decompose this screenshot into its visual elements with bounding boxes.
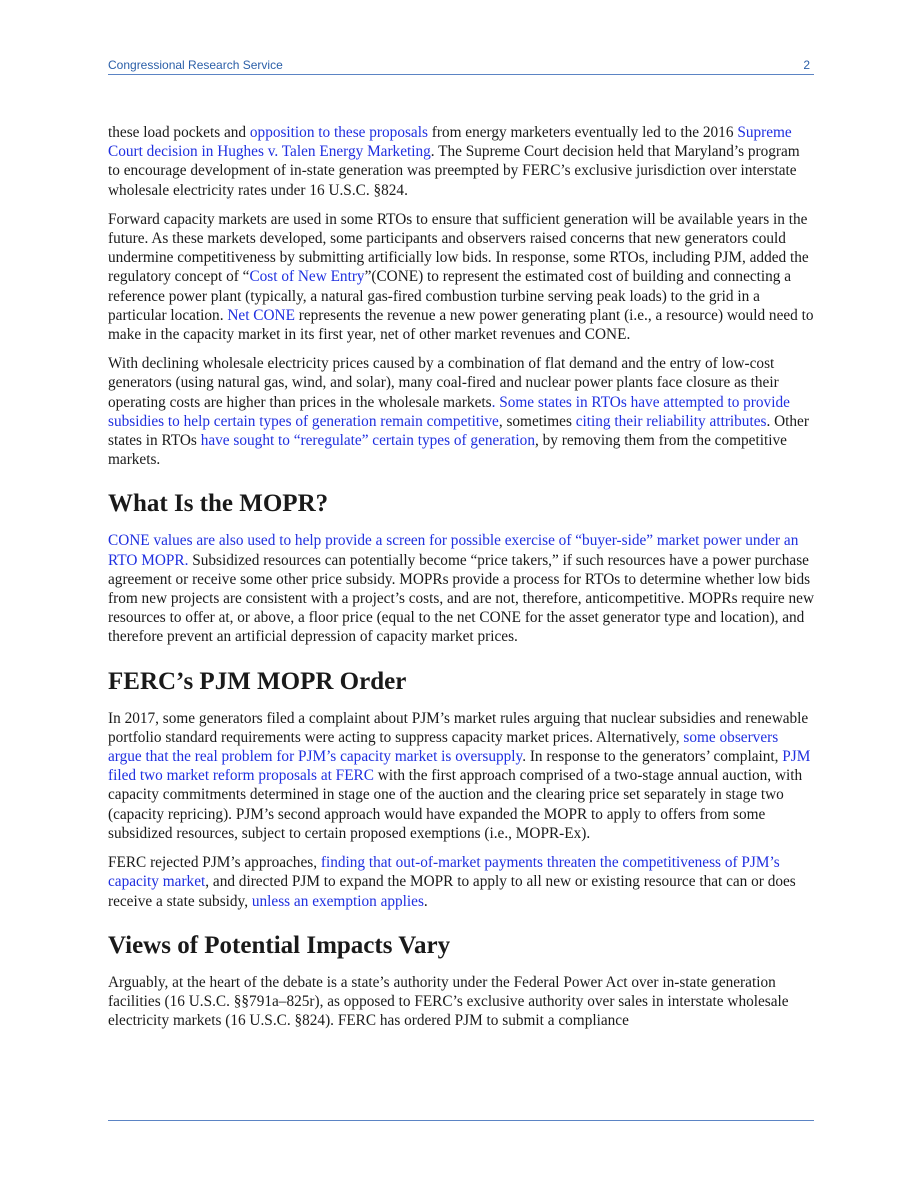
document-body — [108, 123, 814, 1040]
text-run: With declining wholesale electricity prices caused by a combination of flat demand and the entry of low-cost generators (using natural gas, wind, and solar), many coal-fired and nuclear power plants face closure as their operating costs are higher than prices in the wholesale markets — [108, 355, 779, 411]
text-run: with the first approach comprised of a two-stage annual auction, with capacity commitments determined in stage one of the auction and the clearing price set separately in stage two (capacity repricing). PJM’s second approach would have expanded the MOPR to apply to offers from some subsidized resources, subject to certain proposed exemptions (i.e., MOPR-Ex). — [108, 767, 803, 842]
section-heading-order: FERC’s PJM MOPR Order — [108, 667, 407, 695]
running-header — [108, 58, 814, 74]
paragraph — [108, 531, 814, 646]
text-run: Forward capacity markets are used in some RTOs to ensure that sufficient generation will be available years in the future. As these markets developed, some participants and observers raised concerns that new generators could undermine competitiveness by submitting artificially low bids. In response, some RTOs, including PJM, added the regulatory concept of “ — [108, 210, 809, 286]
text-run: . Other states in RTOs — [108, 412, 809, 450]
text-run: . In response to the generators’ complaint, — [522, 748, 783, 766]
text-run: Arguably, at the heart of the debate is a state’s authority under the Federal Power Act over in-state generation facilities (16 U.S.C. §§791a–825r), as opposed to FERC’s exclusive authority over sales in interstate wholesale electricity markets (16 U.S.C. §824). FERC has ordered PJM to submit a compliance — [108, 973, 789, 1030]
hyperlink[interactable]: CONE values are also used to help provide a screen for possible exercise of “buyer-side” market power under an RTO MOPR. — [108, 532, 799, 569]
text-run: . The Supreme Court decision held that Maryland’s program to encourage development of in-state generation was preempted by FERC’s exclusive jurisdiction over interstate wholesale electricity rates under 16 U.S.C. §824. — [108, 143, 800, 199]
header-organization: Congressional Research Service — [108, 58, 283, 72]
hyperlink[interactable]: PJM filed two market reform proposals at FERC — [108, 748, 811, 785]
section-heading-views: Views of Potential Impacts Vary — [108, 931, 451, 959]
text-run: . — [423, 892, 428, 910]
text-run: represents the revenue a new power generating plant (i.e., a resource) would need to make in the capacity market in its first year, net of other market revenues and CONE. — [108, 306, 814, 344]
header-divider — [108, 74, 814, 75]
footer-divider — [108, 1120, 814, 1121]
hyperlink[interactable]: citing their reliability attributes — [575, 412, 767, 430]
hyperlink[interactable]: Cost of New Entry — [249, 268, 365, 286]
paragraph — [108, 853, 814, 911]
text-run: , sometimes — [498, 412, 576, 430]
page-number: 2 — [803, 58, 810, 72]
hyperlink[interactable]: have sought to “reregulate” certain types of generation — [200, 432, 535, 450]
hyperlink[interactable]: Net CONE — [227, 306, 295, 324]
text-run: these load pockets and — [108, 124, 250, 141]
paragraph — [108, 123, 814, 200]
text-run: , by removing them from the competitive markets. — [108, 432, 787, 469]
hyperlink[interactable]: . Some states in RTOs have attempted to provide subsidies to help certain types of generation remain competitive — [108, 393, 790, 430]
hyperlink[interactable]: unless an exemption applies — [251, 892, 424, 910]
paragraph — [108, 210, 814, 344]
text-run: , and directed PJM to expand the MOPR to apply to all new or existing resource that can or does receive a state subsidy, — [108, 873, 796, 910]
text-run: ”(CONE) to represent the estimated cost of building and connecting a reference power plant (typically, a natural gas-fired combustion turbine serving peak loads) to the grid in a particular location. — [108, 268, 792, 324]
paragraph — [108, 709, 814, 843]
hyperlink[interactable]: some observers argue that the real problem for PJM’s capacity market is oversupply — [108, 728, 779, 766]
text-run: Subsidized resources can potentially become “price takers,” if such resources have a power purchase agreement or receive some other price subsidy. MOPRs provide a process for RTOs to determine whether low bids from new projects are consistent with a project’s costs, and are not, therefore, anticompetitive. MOPRs require new resources to offer at, or above, a floor price (equal to the net CONE for the asset generator type and location), and therefore prevent an artificial depression of capacity market prices. — [108, 551, 814, 646]
hyperlink[interactable]: finding that out-of-market payments threaten the competitiveness of PJM’s capacity market — [108, 854, 780, 891]
paragraph — [108, 973, 814, 1031]
text-run: FERC rejected PJM’s approaches, — [108, 854, 321, 872]
text-run: In 2017, some generators filed a complaint about PJM’s market rules arguing that nuclear subsidies and renewable portfolio standard requirements were acting to suppress capacity market prices. Alternatively, — [108, 709, 809, 746]
paragraph — [108, 354, 814, 469]
section-heading-mopr: What Is the MOPR? — [108, 490, 329, 518]
hyperlink[interactable]: opposition to these proposals — [249, 124, 428, 141]
hyperlink[interactable]: Supreme Court decision in Hughes v. Talen Energy Marketing — [108, 124, 792, 161]
text-run: from energy marketers eventually led to the 2016 — [427, 124, 738, 141]
